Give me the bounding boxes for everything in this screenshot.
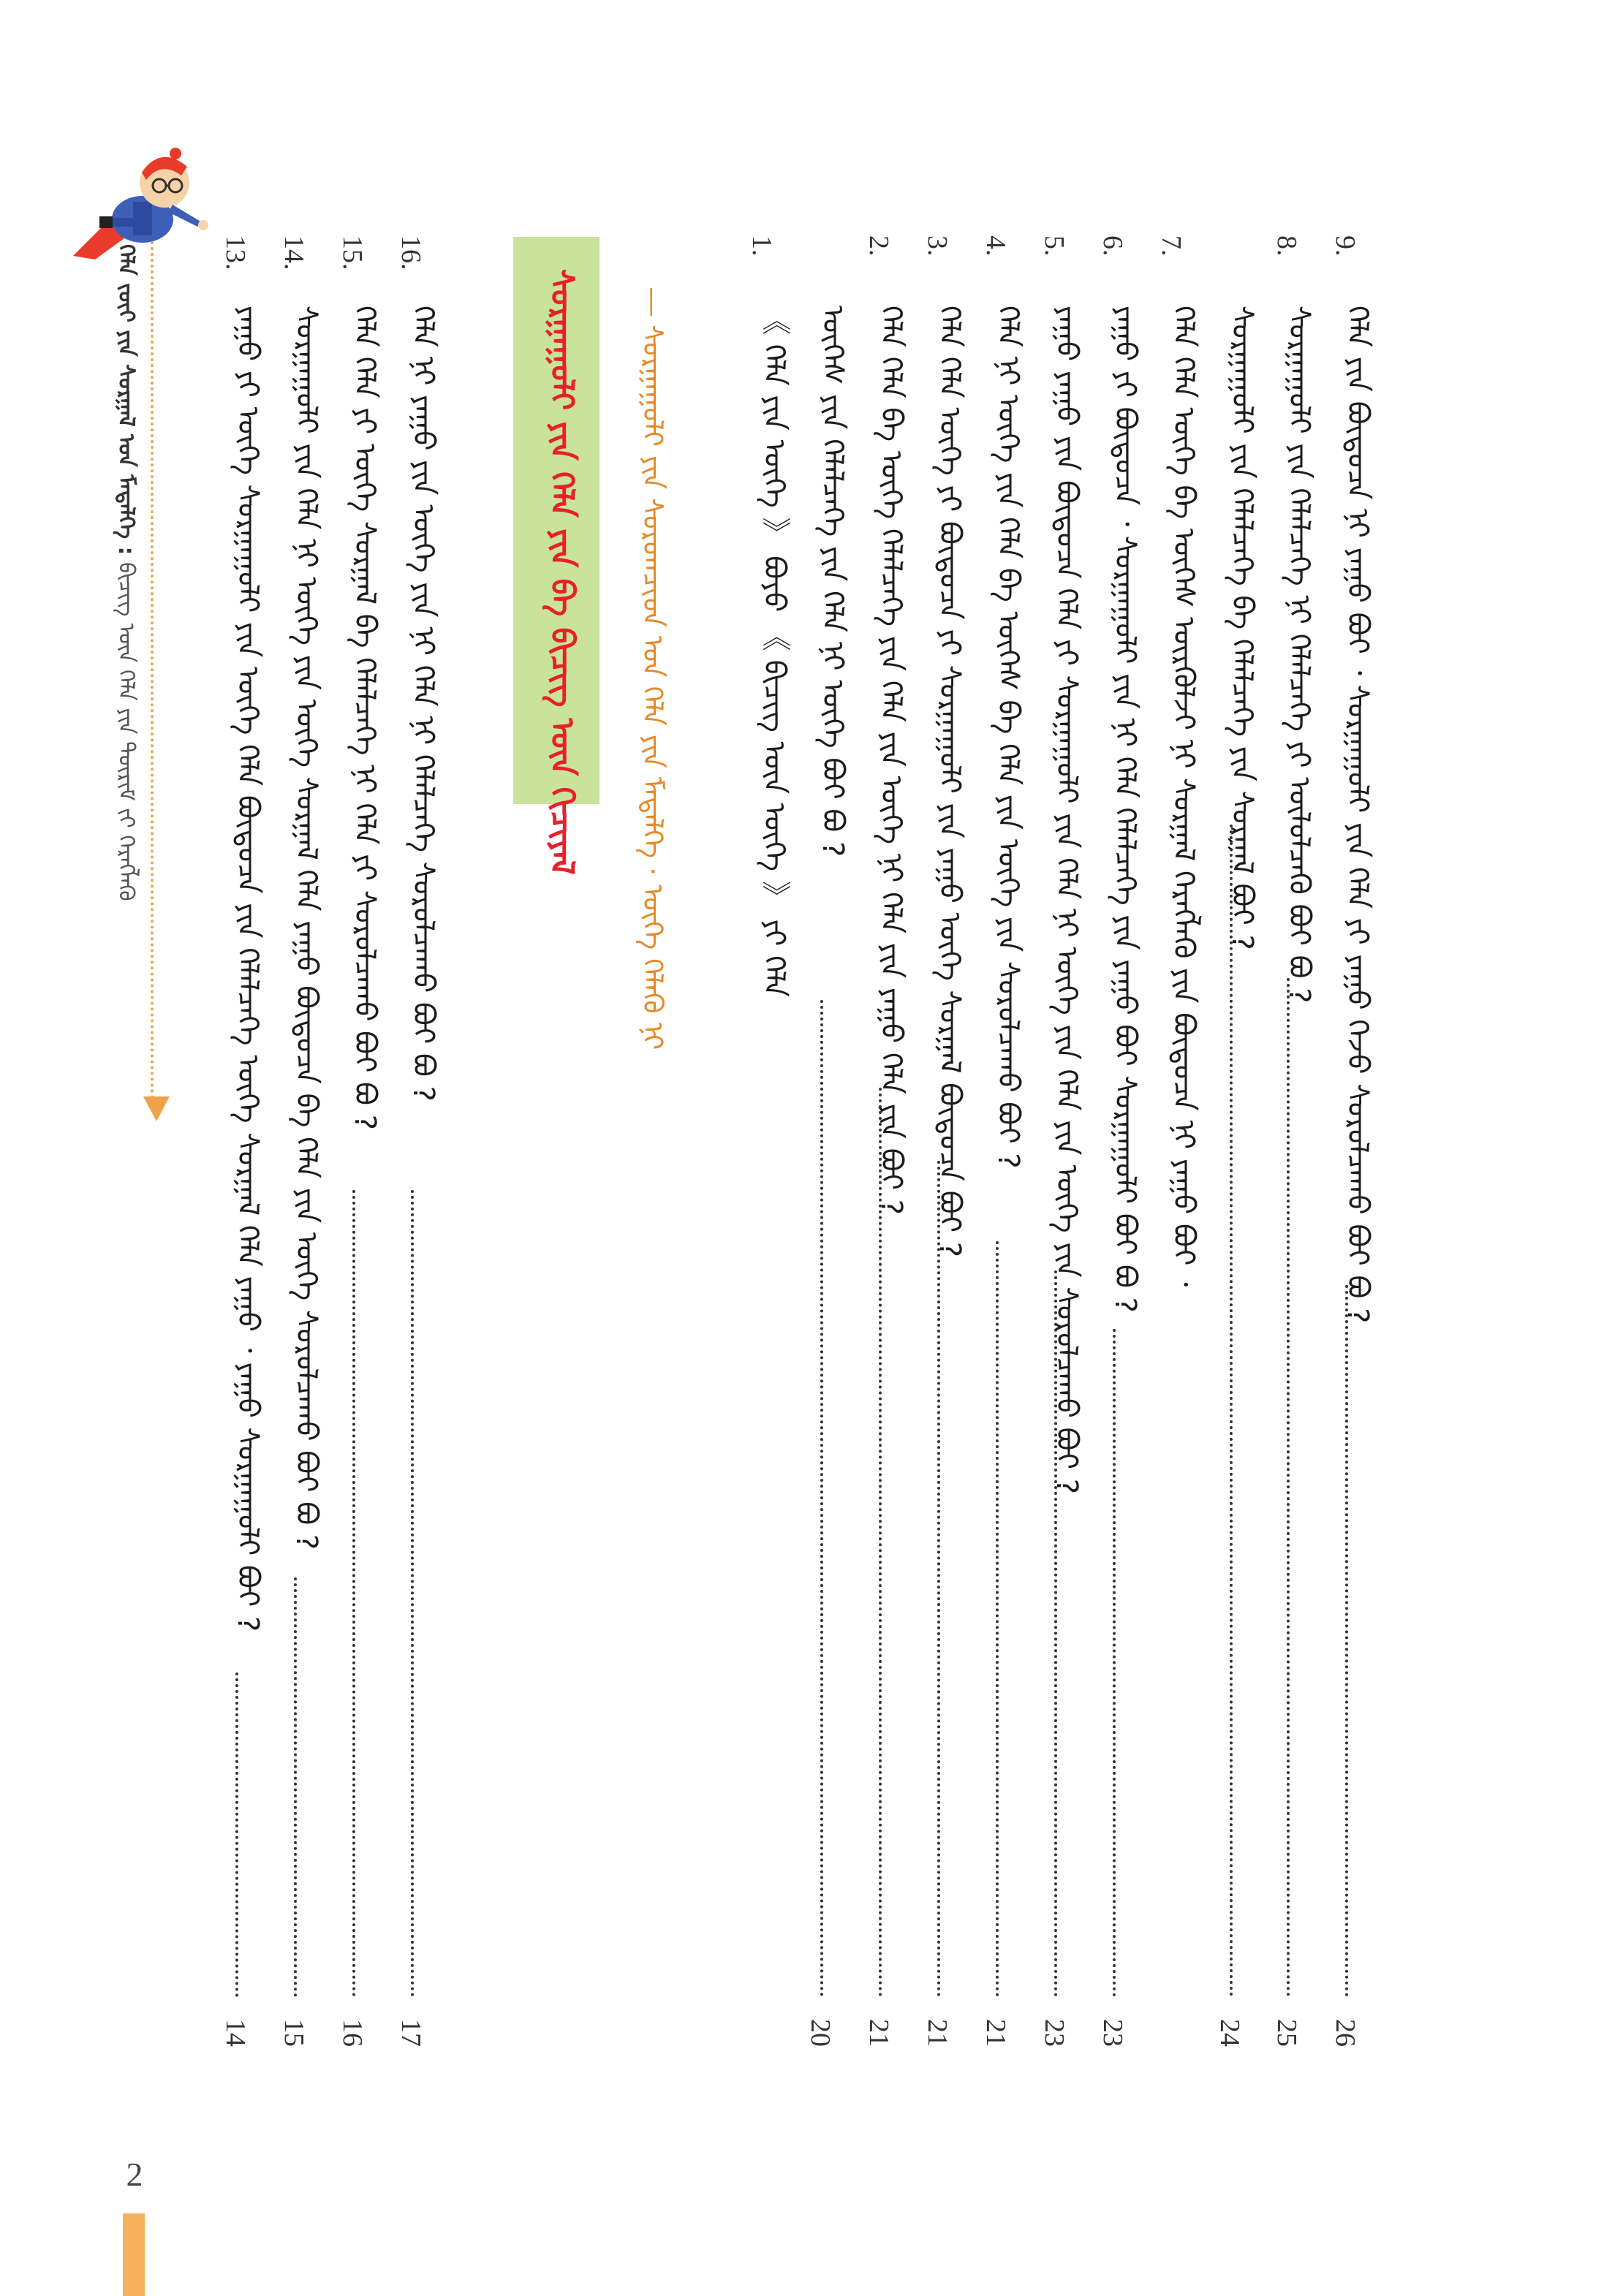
toc-entry[interactable] [336,235,382,2063]
toc-entry[interactable] [1214,235,1259,2063]
toc-leader-dots [235,1672,238,1997]
toc-entry-page: 23 [1097,2019,1128,2047]
toc-entry-page: 20 [805,2019,836,2047]
toc-entry-page: 15 [279,2019,309,2047]
toc-entry[interactable] [980,235,1025,2063]
toc-entry[interactable] [1038,235,1083,2063]
toc-entry-title: ᠬᠡᠯᠡ ᠬᠡᠯᠡ ᠦᠭᠡ ᠶᠢ ᠪᠦᠲᠦᠴᠡ ᠶᠢ ᠰᠤᠷᠭᠠᠭᠤᠯᠢ ᠶᠢᠨ ᠶᠠᠭᠤ ᠦᠭᠡ ᠰᠤᠷᠭᠠᠯ ᠪᠦᠲᠦᠴᠡ ᠪᠤᠢ ? [933,306,966,1258]
toc-leader-dots [1054,1270,1057,1997]
toc-entry[interactable] [219,235,265,2063]
toc-entry-number: 3. [922,235,953,257]
toc-entry-page: 25 [1271,2019,1302,2047]
toc-entry-number: 15. [337,235,368,270]
toc-entry-title: ᠬᠡᠯᠡ ᠬᠡᠯᠡ ᠶᠢ ᠦᠭᠡ ᠰᠤᠷᠭᠠᠯ ᠪᠠ ᠬᠡᠯᠡᠯᠴᠡᠭᠡ ᠨᠢ ᠬᠡᠯᠡ ᠶᠢ ᠰᠤᠷᠤᠯᠴᠠᠬᠤ ᠪᠤᠢ ᠪᠤ ? [348,306,382,1131]
page-number: 2 [126,2156,143,2193]
section-subtitle [629,288,677,1050]
toc-entry[interactable] [746,235,791,2063]
toc-leader-dots [1287,978,1290,1997]
section-title: ᠰᠤᠷᠭᠠᠭᠤᠯᠢ ᠶᠢᠨ ᠬᠡᠯᠡ ᠶᠢᠨ ᠪᠠ ᠪᠢᠴᠢᠭ ᠦᠨ ᠬᠢᠴᠢᠶᠡᠯ [543,269,580,875]
page-side-tab [123,2213,145,2296]
toc-entry-page: 21 [863,2019,894,2047]
toc-entry-page: 21 [922,2019,953,2047]
toc-entry-number: 2. [863,235,894,257]
toc-entry[interactable] [1155,235,1200,2063]
toc-entry[interactable] [395,235,440,2063]
toc-entry-number: 4. [980,235,1011,257]
toc-leader-dots [352,1190,355,1997]
toc-entry-title: ᠬᠡᠯᠡ ᠶᠢᠨ ᠪᠦᠲᠦᠴᠡ ᠨᠢ ᠶᠠᠭᠤ ᠪᠤᠢ ᠂ ᠰᠤᠷᠭᠠᠭᠤᠯᠢ ᠶᠢᠨ ᠬᠡᠯᠡ ᠶᠢ ᠶᠠᠭᠤ ᠭᠡᠵᠦ ᠰᠤᠷᠤᠯᠴᠠᠬᠤ ᠪᠤᠢ ᠪᠤ ? [1341,306,1374,1324]
toc-entry-title: ᠶᠠᠭᠤ ᠶᠠᠭᠤ ᠶᠢᠨ ᠪᠦᠲᠦᠴᠡ ᠬᠡᠯᠡ ᠶᠢ ᠰᠤᠷᠭᠠᠭᠤᠯᠢ ᠶᠢᠨ ᠬᠡᠯᠡ ᠨᠢ ᠦᠭᠡ ᠶᠢᠨ ᠬᠡᠯᠡ ᠶᠢᠨ ᠦᠭᠡ ᠶᠢᠨ ᠰᠤᠷᠤᠯᠴᠠᠬᠤ ᠪᠤᠢ ? [1050,306,1083,1494]
toc-entry-number: 7. [1156,235,1187,257]
toc-entry-page: 14 [220,2019,251,2047]
toc-entry-number: 16. [396,235,426,270]
toc-entry-number: 6. [1097,235,1128,257]
toc-entry-page: 17 [396,2019,426,2047]
toc-leader-dots [996,1241,999,1997]
toc-leader-dots [820,1000,823,1997]
footer-dotted-rule [151,241,154,1111]
toc-leader-dots [879,1088,882,1997]
toc-entry[interactable] [1097,235,1142,2063]
toc-entry-page: 23 [1039,2019,1070,2047]
subtitle-dash: — [638,288,668,316]
toc-entry-number: 13. [220,235,251,270]
toc-entry-title: ᠬᠡᠯᠡ ᠨᠢ ᠦᠭᠡ ᠶᠢᠨ ᠬᠡᠯᠡ ᠪᠠ ᠦᠭᠡᠰ ᠪᠠ ᠬᠡᠯᠡ ᠶᠢᠨ ᠦᠭᠡ ᠶᠢᠨ ᠰᠤᠷᠤᠯᠴᠠᠬᠤ ᠪᠤᠢ ? [991,306,1025,1169]
toc-leader-dots [937,1161,940,1997]
chapter-footer-note [107,244,145,1136]
toc-leader-dots [1345,1285,1348,1997]
toc-entry[interactable] [1329,235,1374,2063]
toc-leader-dots [411,1190,414,1997]
toc-entry-title: ᠰᠤᠷᠭᠠᠭᠤᠯᠢ ᠶᠢᠨ ᠬᠡᠯᠡᠯᠴᠡᠭᠡ ᠪᠠ ᠬᠡᠯᠡᠯᠴᠡᠭᠡ ᠶᠢᠨ ᠰᠤᠷᠭᠠᠯ ᠪᠤᠢ ? [1225,306,1259,950]
toc-entry[interactable] [278,235,323,2063]
toc-entry-title: ᠶᠠᠭᠤ ᠶᠢ ᠦᠭᠡ ᠰᠤᠷᠭᠠᠭᠤᠯᠢ ᠶᠢᠨ ᠦᠭᠡ ᠬᠡᠯᠡ ᠪᠦᠲᠦᠴᠡ ᠶᠢᠨ ᠬᠡᠯᠡᠯᠴᠡᠭᠡ ᠦᠭᠡ ᠰᠤᠷᠭᠠᠯ ᠬᠡᠯᠡ ᠶᠠᠭᠤ ᠂ ᠶᠠᠭᠤ ᠰᠤᠷᠭᠠᠭᠤᠯᠢ ᠪᠤᠢ ? [231,306,265,1632]
toc-entry-title: ᠦᠭᠡᠰ ᠶᠢᠨ ᠬᠡᠯᠡᠯᠴᠡᠭᠡ ᠶᠢᠨ ᠬᠡᠯᠡ ᠨᠢ ᠦᠭᠡ ᠪᠤᠢ ᠪᠤ ? [816,306,850,857]
mascot-boy-icon [66,132,219,263]
toc-entry-page: 16 [337,2019,368,2047]
toc-entry-number: 1. [746,235,777,257]
toc-entry[interactable] [1271,235,1316,2063]
toc-leader-dots [1113,1329,1116,1997]
toc-entry-number: 9. [1330,235,1361,257]
footer-note-lead: ᠬᠡᠯᠡ ᠵᠦᠢ ᠶᠢᠨ ᠰᠤᠷᠭᠠᠯ ᠤᠨ ᠮᠡᠳᠡᠯᠭᠡ : [113,244,139,556]
toc-entry-title: ᠰᠤᠷᠭᠠᠭᠤᠯᠢ ᠶᠢᠨ ᠬᠡᠯᠡ ᠨᠢ ᠦᠭᠡ ᠶᠢᠨ ᠦᠭᠡ ᠰᠤᠷᠭᠠᠯ ᠬᠡᠯᠡ ᠶᠠᠭᠤ ᠪᠦᠲᠦᠴᠡ ᠪᠠ ᠬᠡᠯᠡ ᠶᠢᠨ ᠦᠭᠡ ᠰᠤᠷᠤᠯᠴᠠᠬᠤ ᠪᠤᠢ ᠪᠤ ? [290,306,323,1550]
toc-entry-page: 21 [980,2019,1011,2047]
toc-entry[interactable] [863,235,908,2063]
footer-note-rest: ᠪᠢᠴᠢᠭ ᠦᠨ ᠬᠡᠯᠡ ᠶᠢᠨ ᠳᠦᠷᠢᠮ ᠵᠢ ᠬᠡᠷᠡᠭᠯᠡᠬᠦ [113,562,139,901]
toc-entry-title: ᠬᠡᠯᠡ ᠬᠡᠯᠡ ᠦᠭᠡ ᠪᠠ ᠦᠭᠡᠰ ᠦᠷᠭᠦᠯᠵᠢ ᠨᠢ ᠰᠤᠷᠭᠠᠯ ᠬᠡᠷᠡᠭᠯᠡᠬᠦ ᠶᠢᠨ ᠪᠦᠲᠦᠴᠡ ᠨᠢ ᠶᠠᠭᠤ ᠪᠤᠢ ᠂ [1167,306,1200,1287]
toc-entry[interactable] [804,235,850,2063]
toc-entry-title: 《 ᠬᠡᠯᠡ ᠶᠢᠨ ᠦᠭᠡ 》 ᠪᠤᠶᠤ 《 ᠪᠢᠴᠢᠭ ᠦᠨ ᠦᠭᠡ 》 ᠶᠢ ᠬᠡᠯᠡ [757,306,791,998]
toc-entry-title: ᠬᠡᠯᠡ ᠬᠡᠯᠡ ᠪᠠ ᠦᠭᠡ ᠬᠡᠯᠡᠯᠴᠡᠭᠡ ᠶᠢᠨ ᠬᠡᠯᠡ ᠶᠢᠨ ᠦᠭᠡ ᠨᠢ ᠬᠡᠯᠡ ᠶᠢᠨ ᠶᠠᠭᠤ ᠬᠡᠯᠡ ᠶᠢᠨ ᠪᠤᠢ ? [874,306,908,1216]
toc-entry-title: ᠬᠡᠯᠡ ᠨᠢ ᠶᠠᠭᠤ ᠶᠢᠨ ᠦᠭᠡ ᠶᠢᠨ ᠨᠢ ᠬᠡᠯᠡ ᠨᠢ ᠬᠡᠯᠡᠯᠴᠡᠭᠡ ᠰᠤᠷᠤᠯᠴᠠᠬᠤ ᠪᠤᠢ ᠪᠤ ? [406,306,440,1102]
toc-entry-number: 14. [279,235,309,270]
toc-leader-dots [1230,825,1233,1997]
toc-entry-page: 26 [1330,2019,1361,2047]
subtitle-text: ᠰᠤᠷᠭᠠᠭᠤᠯᠢ ᠶᠢᠨ ᠰᠤᠷᠤᠭᠴᠢᠳ ᠤᠨ ᠬᠡᠯᠡ ᠶᠢᠨ ᠮᠡᠳᠡᠯᠭᠡ · ᠦᠭᠡ ᠬᠡᠯᠡᠬᠦ ᠨᠢ [637,325,669,1050]
triangle-marker-icon [143,1096,170,1121]
toc-entry-title: ᠰᠤᠷᠭᠠᠭᠤᠯᠢ ᠶᠢᠨ ᠬᠡᠯᠡᠯᠴᠡᠭᠡ ᠨᠢ ᠬᠡᠯᠡᠯᠴᠡᠭᠡ ᠶᠢ ᠦᠯᠦᠯᠴᠡᠬᠦ ᠪᠤᠢ ᠪᠤ ? [1282,306,1316,1004]
toc-entry[interactable] [921,235,966,2063]
toc-entry-number: 5. [1039,235,1070,257]
toc-entry-title: ᠶᠠᠭᠤ ᠶᠢ ᠪᠦᠲᠦᠴᠡ ᠂ ᠰᠤᠷᠭᠠᠭᠤᠯᠢ ᠶᠢᠨ ᠨᠢ ᠬᠡᠯᠡ ᠬᠡᠯᠡᠯᠴᠡᠭᠡ ᠶᠢᠨ ᠶᠠᠭᠤ ᠪᠤᠢ ᠰᠤᠷᠭᠠᠭᠤᠯᠢ ᠪᠤᠢ ᠪᠤ ? [1108,306,1142,1313]
toc-entry-number: 8. [1271,235,1302,257]
toc-entry-page: 24 [1214,2019,1245,2047]
toc-leader-dots [294,1577,297,1997]
